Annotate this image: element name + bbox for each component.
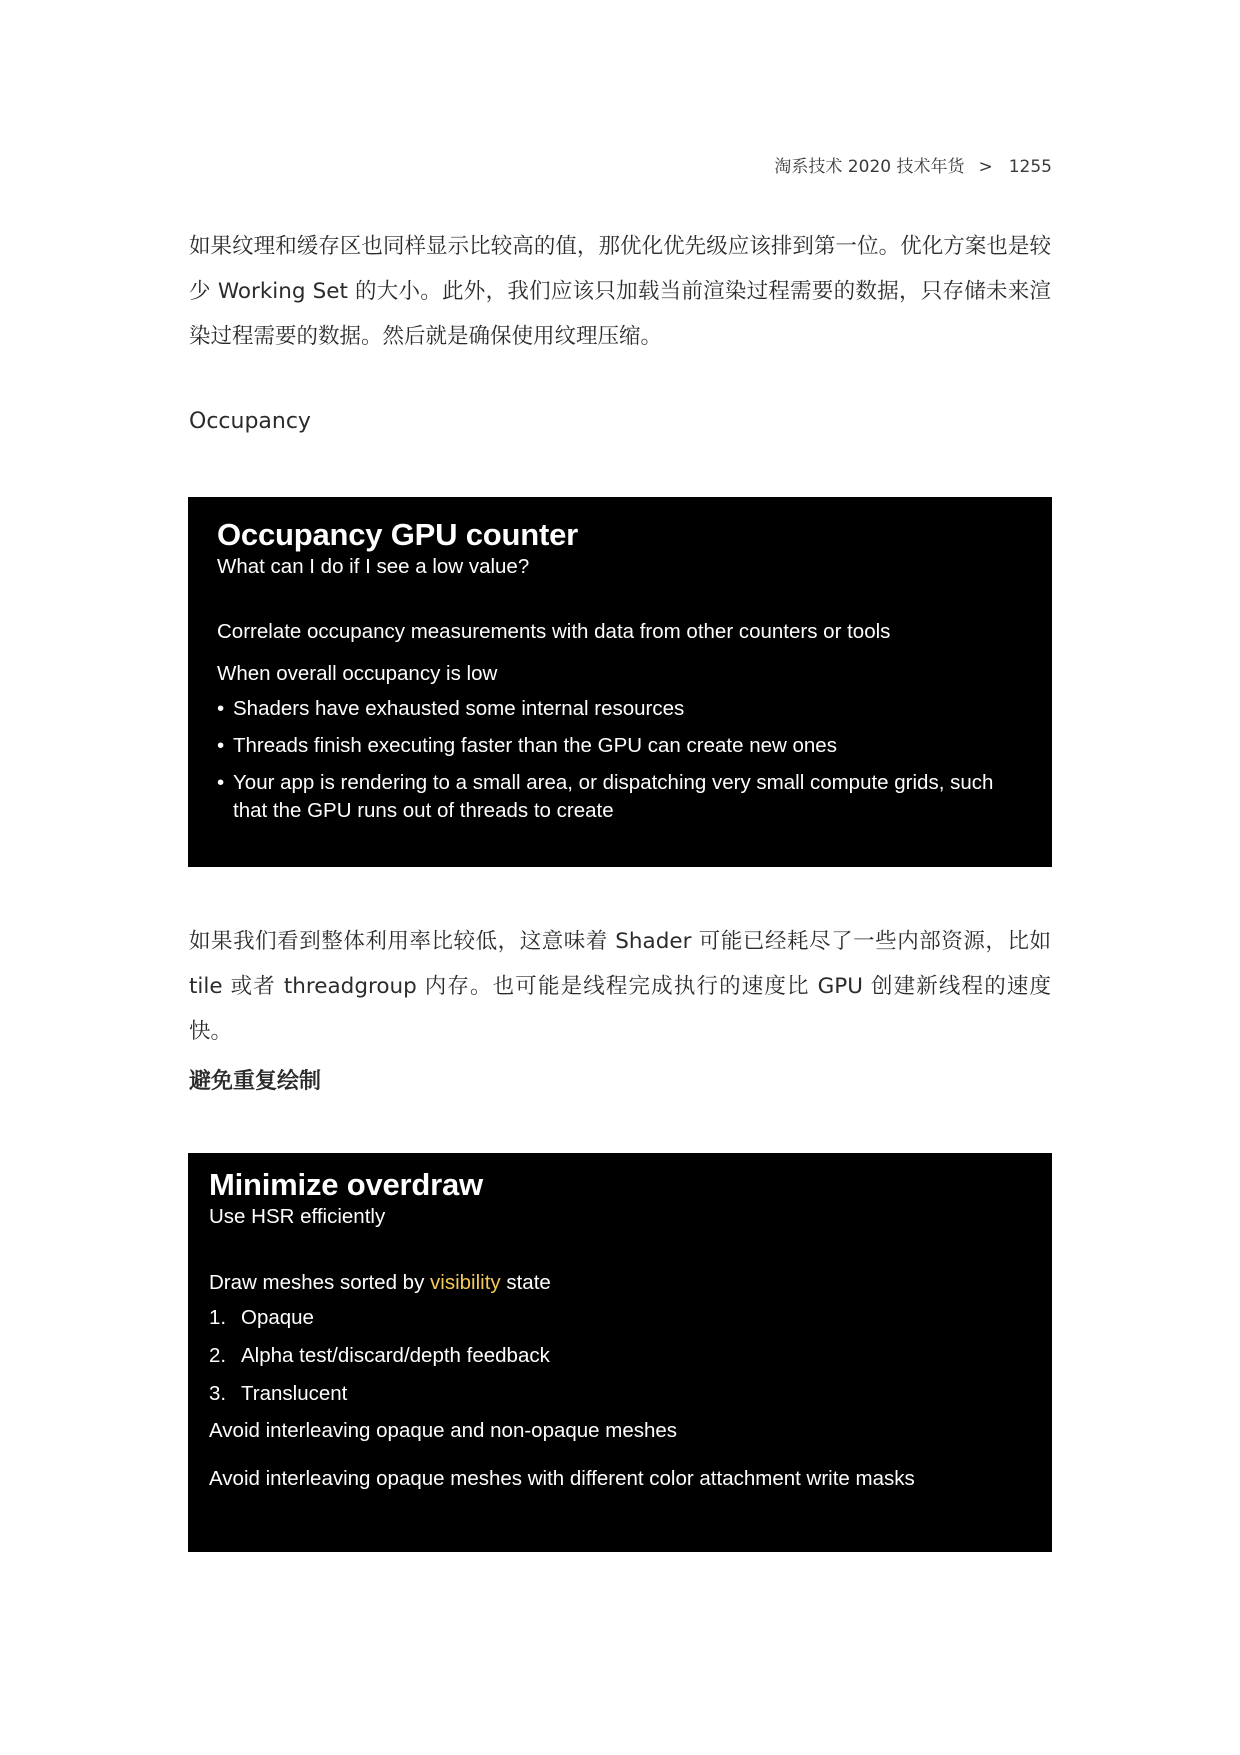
slide-subtitle: Use HSR efficiently (209, 1205, 386, 1228)
highlight-visibility: visibility (430, 1271, 501, 1294)
slide-bullet-item: • Shaders have exhausted some internal resources (217, 695, 1022, 723)
page-number: 1255 (1008, 157, 1052, 177)
slide-minimize-overdraw (188, 1153, 1052, 1552)
paragraph-low-occupancy: 如果我们看到整体利用率比较低，这意味着 Shader 可能已经耗尽了一些内部资源，比如 tile 或者 threadgroup 内存。也可能是线程完成执行的速度比 GPU 创建新线程的速度快。 (189, 929, 1051, 1044)
slide-list-item: 1. Opaque (209, 1306, 314, 1329)
slide-occupancy-gpu-counter (188, 497, 1052, 867)
slide-bullet-item: • Your app is rendering to a small area, or dispatching very small compute grids, such that the GPU runs out of threads to create (217, 771, 994, 822)
slide-numbered-list (209, 1303, 1022, 1409)
slide-line-avoid-non-opaque: Avoid interleaving opaque and non-opaque meshes (209, 1419, 678, 1442)
slide-list-item: 2. Alpha test/discard/depth feedback (209, 1344, 550, 1367)
slide-title: Occupancy GPU counter (217, 517, 579, 552)
bullet-glyph: • (217, 734, 225, 757)
section-heading-occupancy: Occupancy (189, 409, 311, 434)
slide-subtitle: What can I do if I see a low value? (217, 555, 530, 578)
slide-bullet-item: • Threads finish executing faster than the GPU can create new ones (217, 732, 1022, 760)
section-heading-overdraw: 避免重复绘制 (189, 1069, 322, 1094)
slide-title: Minimize overdraw (209, 1167, 483, 1202)
bullet-glyph: • (217, 771, 225, 794)
running-header (774, 152, 1052, 177)
header-separator: > (978, 157, 993, 177)
slide-line-draw-meshes: Draw meshes sorted by visibility state (209, 1271, 551, 1294)
slide-list-item: 3. Translucent (209, 1382, 348, 1405)
slide-bullet-list (217, 695, 1022, 825)
book-title: 淘系技术 2020 技术年货 (774, 157, 965, 177)
bullet-glyph: • (217, 697, 225, 720)
paragraph-working-set: 如果纹理和缓存区也同样显示比较高的值，那优化优先级应该排到第一位。优化方案也是较少 Working Set 的大小。此外，我们应该只加载当前渲染过程需要的数据，只存储未来渲染过程需要的数据。然后就是确保使用纹理压缩。 (189, 234, 1051, 349)
slide-line-when-low: When overall occupancy is low (217, 662, 498, 685)
slide-line-correlate: Correlate occupancy measurements with data from other counters or tools (217, 620, 891, 643)
slide-line-avoid-write-masks: Avoid interleaving opaque meshes with different color attachment write masks (209, 1467, 915, 1490)
